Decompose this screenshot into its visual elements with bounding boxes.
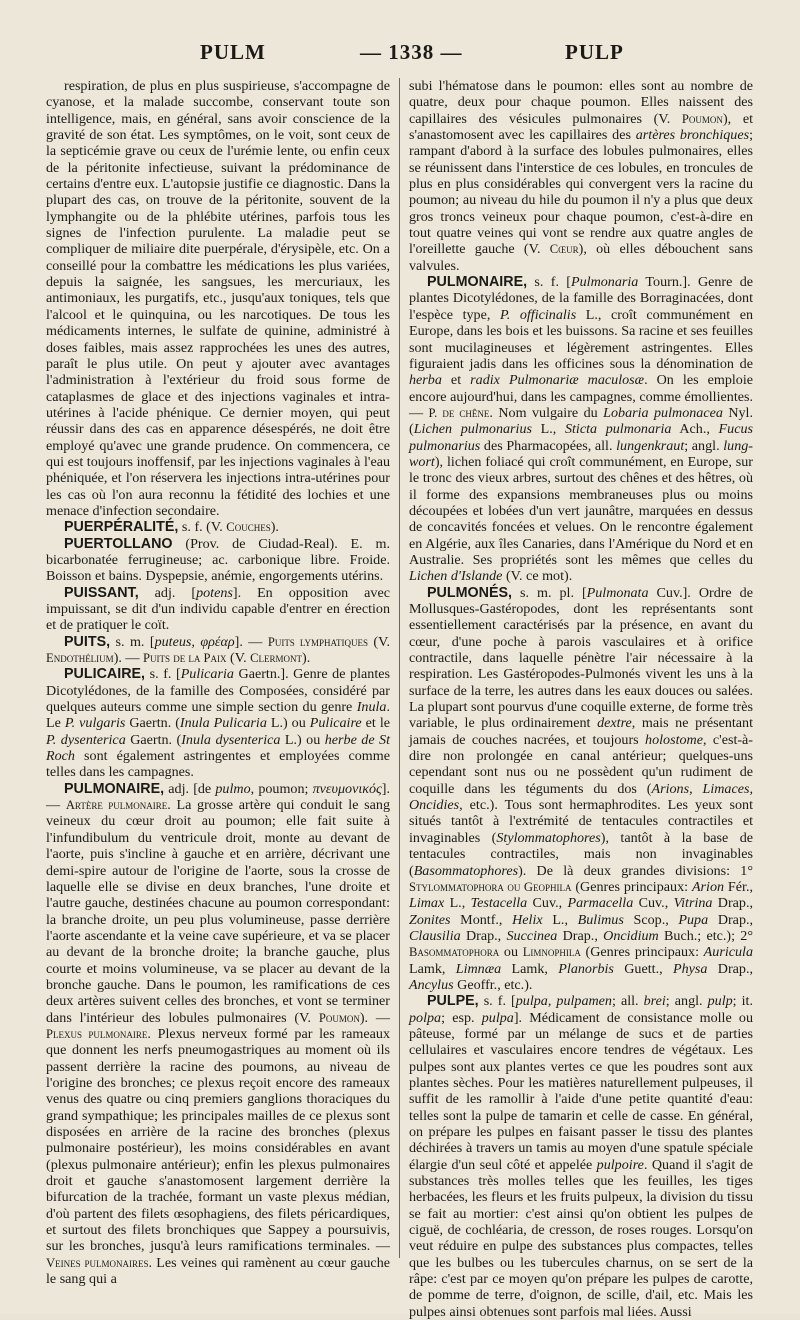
italic-text: radix Pulmonariæ maculosæ (470, 372, 645, 389)
body-text: . Nom vulgaire du (489, 404, 604, 421)
body-text: (V. (226, 650, 251, 667)
small-caps-text: Plexus pulmonaire (46, 1026, 148, 1041)
small-caps-text: Couches (226, 520, 271, 535)
italic-text: herbe de St Roch (46, 731, 391, 765)
body-text: . Plexus nerveux formé par les rameaux que donnent les nerfs pneumogastriques au moment où ils passent derrière la racine des poumons, au niveau de l'origine des bronches; ce plexus reçoit encore des rameaux venus des quatre ou cinq premiers ganglions thoraciques du grand sympathique; les principales mailles de ce plexus sont disposées en arrière de la racine des bronches (plexus pulmonaire postérieur), les moins considérables en avant (plexus pulmonaire antérieur); enfin les plexus pulmonaires droit et gauche s'anastomosent largement derrière la bifurcation de la trachée, formant un vaste plexus médian, d'où partent des filets œsophagiens, des filets péricardiques, et surtout des filets bronchiques que Sappey a poursuivis, sur les bronches, jusqu'à leurs ramifications terminales. — (46, 1025, 391, 1255)
body-text: s. m. [ (110, 633, 155, 650)
body-text: . Quand il s'agit de substances très molles telles que les feuilles, les tiges herbacées, les fleurs et les fruits pulpeux, la division du tissu se fait au mortier: c'est ainsi qu'on obtient les pulpes de ciguë, de cochléaria, de cresson, de roses rouges. Lorsqu'on veut réduire en pulpe des substances plus compactes, telles que les bulbes ou les tubercules charnus, on se sert de la râpe: c'est par ce moyen qu'on prépare les pulpes de carotte, de pomme de terre, d'oignon, de scille, d'ail, etc. Mais les pulpes ainsi obtenues sont parfois mal liées. Aussi (409, 1156, 753, 1320)
body-text: des Pharmacopées, all. (480, 437, 617, 454)
body-text: ; it. (732, 993, 753, 1010)
italic-text: P. officinalis (499, 306, 577, 323)
body-text: . La grosse artère qui conduit le sang veineux du cœur droit au poumon; elle fait suite à l'infundibulum du ventricule droit, monte au devant de l'aorte, puis s'incline à gauche et en arrière, décrivant une demi-spire autour de l'origine de l'aorte, sous la crosse de laquelle elle se divise en deux branches, l'une droite et l'autre gauche, destinées chacune au poumon correspondant: la branche droite, un peu plus volumineuse, passe derrière l'aorte ascendante et la veine cave supérieure, et va se placer au devant de la bronche droite; la branche gauche, plus courte et moins volumineuse, va se placer au devant de la bronche gauche. Dans le poumon, les ramifications de ces deux artères suivent celles des bronches, et vont se terminer dans l'intérieur des lobules pulmonaires (V. (46, 797, 391, 1026)
entry-headword: PULMONÉS, (427, 584, 512, 601)
body-text: Gaertn. ( (125, 715, 180, 732)
italic-text: Pulicaria (180, 666, 234, 683)
dictionary-paragraph (46, 585, 390, 634)
body-text: (V. ce mot). (502, 568, 573, 585)
entry-headword: PULMONAIRE, (427, 274, 528, 291)
italic-text: Fucus pulmonarius (409, 421, 753, 454)
body-text: ). (270, 519, 279, 536)
italic-text: Planorbis (558, 960, 614, 977)
italic-text: Lichen pulmonarius (413, 421, 532, 438)
body-text: Drap., (708, 911, 754, 928)
italic-text: pulpoire (596, 1156, 644, 1173)
body-text: ; angl. (684, 437, 724, 454)
italic-text: dextre (597, 715, 632, 732)
body-text: Buch.; etc.); 2° (658, 927, 753, 944)
body-text: Cuv., (527, 895, 568, 912)
body-text: ]. Médicament de consistance molle ou pâteuse, formé par un mélange de sucs et de parties cellulaires et vasculaires encore tendres de végétaux. Les pulpes sont aux plantes vertes ce que les poudres sont aux plantes sèches. Pour les matières naturellement pulpeuses, il suffit de les ramollir à l'aide d'une petite quantité d'eau: telles sont la pulpe de tamarin et celle de casse. En général, on prépare les pulpes en faisant passer le tissu des plantes déchirées à travers un tamis au moyen d'une spatule spéciale élargie d'un seul côté et appelée (409, 1009, 753, 1173)
small-caps-text: Puits lymphatiques (267, 634, 368, 649)
body-text: ). (302, 650, 311, 667)
body-text: L.) ou (280, 731, 325, 748)
italic-text: lung-wort (409, 437, 753, 470)
body-text: Ach., (671, 421, 719, 438)
italic-text: Succinea (506, 927, 558, 944)
entry-headword: PULMONAIRE, (64, 780, 165, 797)
italic-text: Inula Pulicaria (179, 715, 267, 732)
italic-text: Parmacella (567, 895, 634, 912)
body-text: et le (361, 715, 390, 732)
italic-text: Zonites (409, 911, 451, 928)
dictionary-paragraph (409, 78, 753, 274)
body-text: ), tantôt à la base de tentacules contractiles, mais non invaginables ( (409, 829, 753, 879)
italic-text: brei (643, 993, 666, 1010)
italic-text: Inula dysenterica (181, 731, 281, 748)
italic-text: pulmo (215, 780, 251, 797)
italic-text: Stylommatophores (496, 829, 601, 846)
italic-text: Bulimus (577, 911, 624, 928)
body-text: Cuv., (633, 895, 674, 912)
body-text: L., (531, 421, 565, 438)
body-text: Drap., (712, 895, 754, 912)
body-text: . Les veines qui ramènent au cœur gauche le sang qui a (46, 1254, 390, 1288)
italic-text: Helix (512, 911, 543, 928)
entry-headword: PUITS, (64, 633, 111, 650)
dictionary-paragraph (409, 993, 753, 1320)
body-text: Drap., (707, 960, 753, 977)
dictionary-paragraph (46, 78, 390, 519)
body-text: subi l'hématose dans le poumon: elles sont au nombre de quatre, deux pour chaque poumon. Elles naissent des capillaires des vésicules pulmonaires (V. (409, 78, 753, 127)
italic-text: pulp (707, 993, 733, 1010)
small-caps-text: Stylommatophora ou Geophila (409, 879, 572, 894)
small-caps-text: Cœur (549, 242, 579, 257)
dictionary-paragraph (46, 519, 390, 535)
italic-text: lungenkraut (616, 437, 685, 454)
body-text: , c'est-à-dire non prolongée en canal antérieur; quelques-uns cependant sont nus ou ne possèdent qu'un rudiment de coquille dans les téguments du dos ( (409, 731, 754, 797)
dictionary-paragraph (409, 274, 753, 585)
body-text: Drap., (557, 927, 604, 944)
italic-text: Vitrina (673, 895, 713, 912)
body-text: (V. (367, 633, 390, 650)
body-text: ). — (359, 1009, 390, 1026)
body-text: Lamk, (501, 960, 559, 977)
body-text: ; esp. (441, 1009, 482, 1026)
italic-text: pulpa, pulpamen (515, 993, 612, 1010)
body-text: ; rampant d'abord à la surface des lobules pulmonaires, elles se réunissent dans l'interstice de ces lobules, en troncules de plus en plus considérables qui convergent vers la racine du poumon; au niveau du hile du poumon il n'y a plus que deux gros troncs veineux pour chaque poumon, c'est-à-dire en tout quatre veines qui vont se rendre aux quatre angles de l'oreillette gauche (V. (409, 127, 753, 258)
entry-headword: PULICAIRE, (64, 666, 146, 683)
body-text: ; angl. (665, 993, 708, 1010)
body-text: . Le (46, 699, 390, 732)
small-caps-text: Basommatophora (409, 945, 500, 960)
italic-text: artères bronchiques (635, 127, 750, 144)
body-text: (Prov. de Ciudad-Real). E. m. bicarbonatée ferrugineuse; ac. carbonique libre. Froide. Boisson et bains. Dyspepsie, anémie, engorgements utérins. (46, 535, 390, 585)
italic-text: Basommatophores (413, 862, 519, 879)
body-text: Nyl. ( (409, 404, 753, 438)
body-text: Geoffr., etc.). (453, 976, 533, 993)
body-text: ]. — (46, 780, 390, 814)
italic-text: Lichen d'Islande (409, 568, 503, 585)
italic-text: potens (196, 584, 233, 601)
italic-text: Arion (691, 878, 725, 895)
body-text: Lamk, (409, 960, 456, 977)
italic-text: Ancylus (409, 976, 454, 993)
italic-text: puteus, φρέαρ (154, 633, 235, 650)
italic-text: Auricula (703, 944, 753, 961)
header-right-word: PULP (565, 40, 624, 64)
body-text: L., (444, 895, 471, 912)
small-caps-text: Artère pulmonaire (65, 798, 168, 813)
body-text: s. f. [ (145, 666, 181, 683)
body-text: , etc.). Tous sont hermaphrodites. Les yeux sont situés tantôt à l'extrémité de tentacules contractiles et invaginables ( (409, 797, 753, 846)
body-text: Tourn.]. Genre de plantes Dicotylédones, de la famille des Borraginacées, dont l'espèce type, (409, 274, 753, 323)
italic-text: πνευμονικός (312, 780, 382, 797)
body-text: ). De là deux grandes divisions: 1° (518, 862, 753, 879)
body-text: Guett., (613, 960, 673, 977)
italic-text: P. dysenterica (46, 731, 126, 748)
italic-text: Pulmonaria (571, 274, 639, 291)
small-caps-text: Veines pulmonaires (46, 1255, 149, 1270)
italic-text: Inula (356, 699, 387, 716)
body-text: et (441, 372, 471, 389)
body-text: Drap., (460, 927, 507, 944)
entry-headword: PUERPÉRALITÉ, (64, 519, 179, 536)
italic-text: Limax (409, 895, 445, 912)
dictionary-paragraph (46, 666, 390, 780)
body-text: L., (542, 911, 578, 928)
body-text: (Genres principaux: (580, 944, 704, 961)
right-text-column (409, 78, 754, 1320)
body-text: ]. — (234, 633, 268, 650)
italic-text: Pupa (678, 911, 709, 928)
body-text: ). — (113, 650, 144, 667)
body-text: s. f. (V. (178, 519, 227, 536)
entry-headword: PUERTOLLANO (64, 535, 173, 552)
italic-text: Limnæa (455, 960, 502, 977)
small-caps-text: Clermont (250, 651, 303, 666)
body-text: (Genres principaux: (571, 878, 692, 895)
body-text: L., croît communément en Europe, dans les bois et les buissons. Sa racine et ses feuilles sont mucilagineuses et légèrement astringentes. Elles figuraient jadis dans les officines sous la dénomination de (409, 306, 754, 372)
entry-headword: PUISSANT, (64, 584, 139, 601)
italic-text: Pulicaire (309, 715, 362, 732)
body-text: ou (499, 944, 523, 961)
body-text: s. f. [ (478, 993, 516, 1010)
body-text: Cuv.]. Ordre de Mollusques-Gastéropodes, dont les représentants sont essentiellement caractérisés par la présence, en avant du cœur, d'une poche à parois vasculaires et à orifice contractile, dans laquelle pénètre l'air nécessaire à la respiration. Les Gastéropodes-Pulmonés vivent les uns à la surface de la terre, les autres dans les eaux douces ou salées. La plupart sont pourvus d'une coquille externe, de forme très variable, le plus ordinairement (409, 584, 753, 732)
body-text: s. f. [ (527, 274, 571, 291)
body-text: ]. En opposition avec impuissant, se dit d'un individu capable d'entrer en érection et de pratiquer le coït. (46, 584, 390, 634)
body-text: adj. [de (164, 780, 216, 797)
body-text: Montf., (450, 911, 513, 928)
italic-text: Pulmonata (586, 584, 649, 601)
body-text: Gaertn.]. Genre de plantes Dicotylédones, de la famille des Composées, considéré par quelques auteurs comme une simple section du genre (46, 666, 390, 716)
italic-text: Lobaria pulmonacea (603, 404, 723, 421)
body-text: adj. [ (138, 584, 197, 601)
body-text: ; all. (611, 993, 644, 1010)
small-caps-text: P. de chêne (428, 405, 490, 420)
italic-text: pulpa (481, 1009, 514, 1026)
body-text: ), où elles débouchent sans valvules. (409, 241, 753, 274)
body-text: sont également astringentes et employées comme telles dans les campagnes. (46, 748, 390, 781)
italic-text: holostome (645, 731, 703, 748)
body-text: s. m. pl. [ (512, 584, 587, 601)
body-text: Gaertn. ( (125, 731, 182, 748)
running-header (0, 40, 800, 70)
entry-headword: PULPE, (427, 993, 479, 1010)
small-caps-text: Poumon (318, 1010, 360, 1025)
dictionary-paragraph (409, 585, 753, 994)
italic-text: P. vulgaris (64, 715, 126, 732)
page-number: — 1338 — (360, 40, 463, 64)
small-caps-text: Limnophila (522, 945, 581, 960)
body-text: , poumon; (250, 780, 313, 797)
italic-text: Oncidium (603, 927, 659, 944)
dictionary-paragraph (46, 634, 390, 667)
small-caps-text: Endothélium (46, 651, 114, 666)
body-text: . On les emploie encore aujourd'hui, dans les campagnes, comme émollientes. — (409, 372, 753, 421)
body-text: ), et s'anastomosent avec les capillaires des (409, 110, 753, 144)
column-divider (399, 78, 400, 1258)
italic-text: herba (409, 372, 442, 389)
small-caps-text: Puits de la Paix (143, 651, 227, 666)
italic-text: Physa (672, 960, 708, 977)
dictionary-paragraph (46, 781, 390, 1288)
small-caps-text: Poumon (681, 111, 723, 126)
body-text: , mais ne présentant jamais de couches nacrées, et toujours (409, 715, 754, 748)
left-text-column (46, 78, 391, 1288)
body-text: L.) ou (266, 715, 310, 732)
header-left-word: PULM (200, 40, 266, 64)
italic-text: Arions, Limaces, Oncidies (409, 780, 753, 814)
italic-text: polpa (409, 1009, 442, 1026)
body-text: Scop., (623, 911, 679, 928)
body-text: Fér., (724, 878, 753, 895)
italic-text: Clausilia (409, 927, 461, 944)
body-text: ), lichen foliacé qui croît communément, en Europe, sur le tronc des vieux arbres, surtout des chênes et des hêtres, où il forme des expansions membraneuses plus ou moins découpées et lobées d'un vert jaunâtre, marquées en dessus de concavités foncées et velues. On le rencontre également en Algérie, aux îles Canaries, dans l'Amérique du Nord et en Australie. Ses propriétés sont les mêmes que celles du (409, 453, 753, 568)
body-text: respiration, de plus en plus suspirieuse, s'accompagne de cyanose, et la malade succombe, conservant toute son intelligence, mais, en général, sans avoir conscience de la gravité de son état. Les symptômes, on le voit, sont ceux de la septicémie grave ou ceux de l'urémie lente, ou enfin ceux de la péritonite infectieuse, suivant la prédominance de certains d'entre eux. L'autopsie justifie ce diagnostic. Dans la plupart des cas, on trouve de la péritonite, souvent de la lymphangite ou de la phlébite utérines, parfois tous les signes de l'infection purulente. La maladie peut se compliquer de miliaire dite puerpérale, d'érysipèle, etc. On a conseillé pour la combattre les médications les plus variées, depuis la saignée, les sangsues, les mercuriaux, les antimoniaux, les purgatifs, etc., jusqu'aux toniques, tels que l'alcool et le quinquina, ou les narcotiques. De tous les médicaments internes, le sulfate de quinine, administré à doses faibles, mais assez rapprochées les unes des autres, paraît le plus utile. On peut y ajouter avec avantages l'administration à l'extérieur du froid sous forme de cataplasmes de glace et des injections vaginales et intra-utérines à l'acide phénique. Ce dernier moyen, qui peut réussir dans des cas en apparence désespérés, ne doit être employé qu'avec une grande prudence. On commencera, ce qui est toujours inoffensif, par les injections vaginales à l'eau phéniquée, et l'on réservera les injections intra-utérines pour les cas où l'on aura reconnu la fétidité des lochies et une menace d'infection secondaire. (46, 78, 390, 519)
italic-text: Testacella (470, 895, 528, 912)
dictionary-paragraph (46, 536, 390, 585)
italic-text: Sticta pulmonaria (564, 421, 672, 438)
